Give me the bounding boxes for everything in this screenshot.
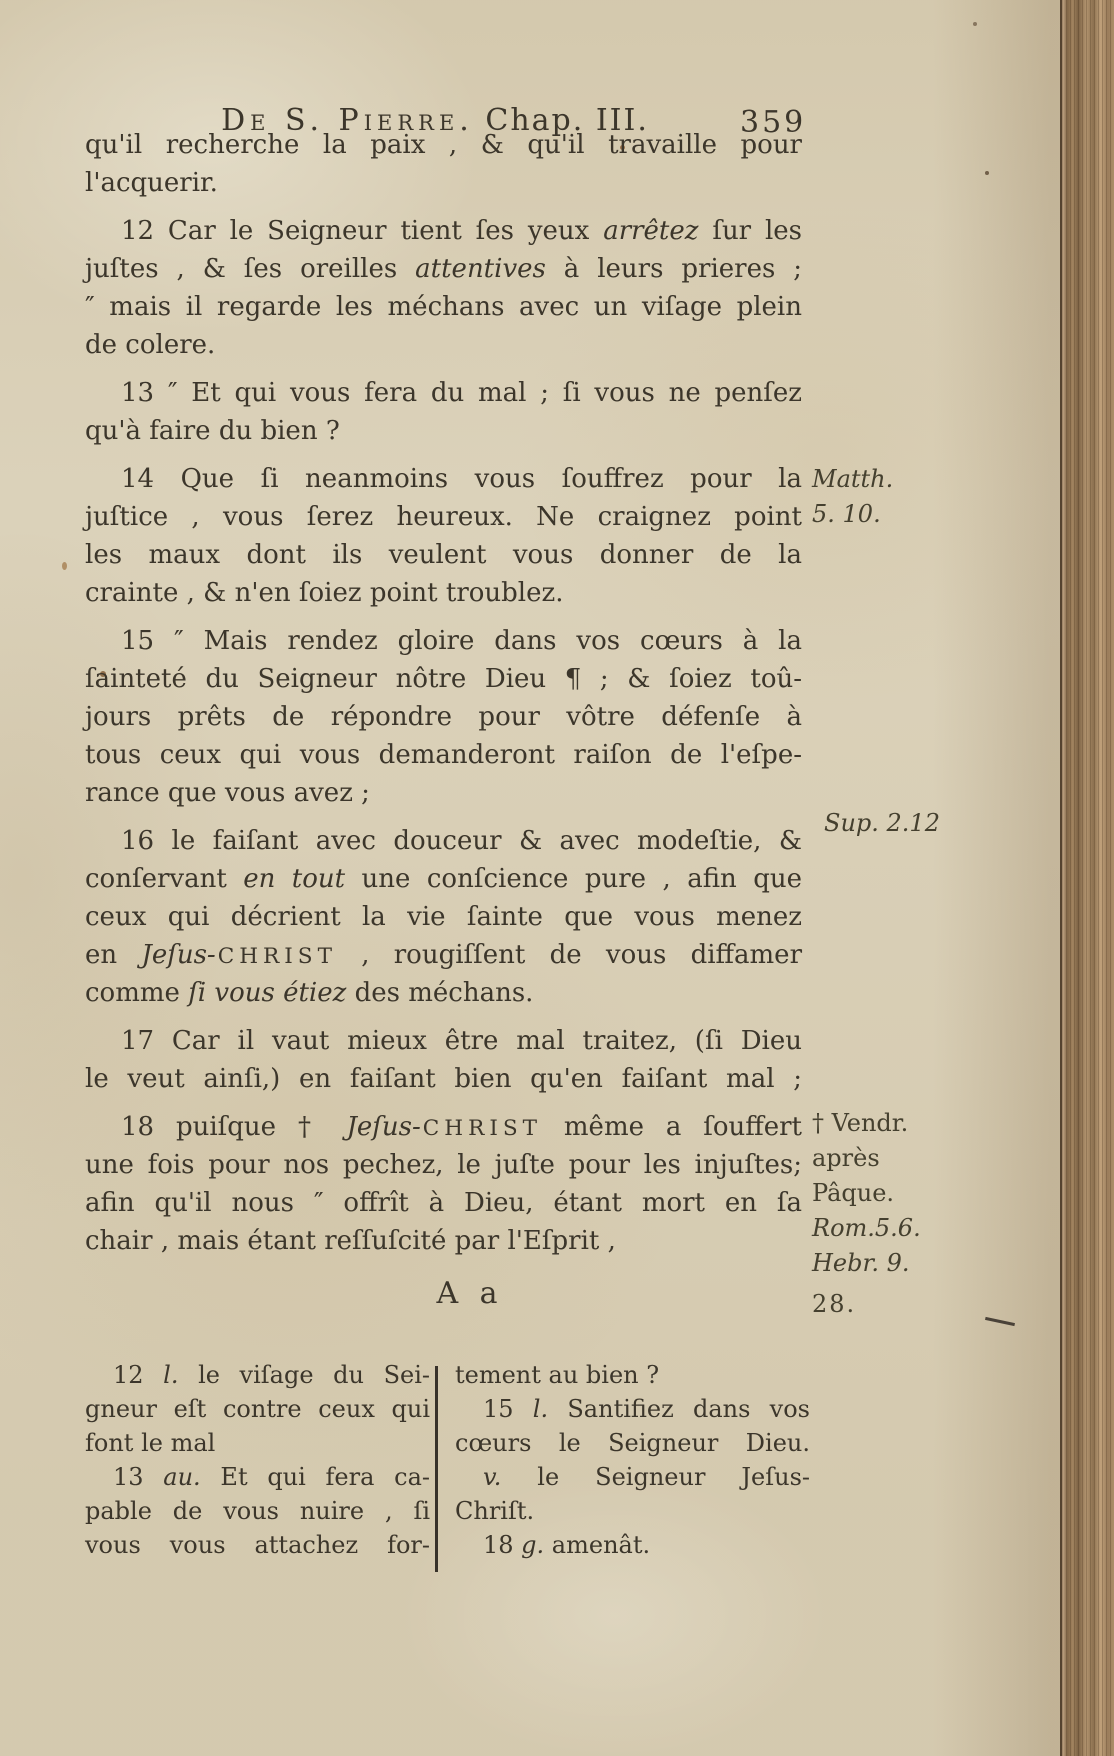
footnote-right-column [455, 1358, 810, 1562]
text-line: chair , mais étant reſſuſcité par l'Eſprit , [85, 1226, 616, 1256]
paper-stain [62, 562, 67, 570]
text-line: comme ſi vous étiez des méchans. [85, 978, 534, 1008]
text-line: vous vous attachez for- [85, 1531, 430, 1559]
margin-note-easter-refs [812, 1106, 1022, 1322]
text-line: 15 ″ Mais rendez gloire dans vos cœurs à la [121, 626, 802, 656]
paper-stain [985, 171, 989, 175]
text-line: font le mal [85, 1429, 216, 1457]
text-line: ceux qui décrient la vie ſainte que vous menez [85, 902, 802, 932]
text-line: crainte , & n'en ſoiez point troublez. [85, 578, 564, 608]
header-book-title: De S. Pierre. [221, 103, 474, 138]
text-line: qu'à faire du bien ? [85, 416, 340, 446]
text-line: 28. [812, 1290, 857, 1318]
text-line: juſtes , & ſes oreilles attentives à leurs prieres ; [85, 254, 802, 284]
page-number: 359 [740, 105, 807, 140]
text-line: 15 l. Santifiez dans vos [483, 1395, 810, 1423]
text-line: 17 Car il vaut mieux être mal traitez, (ſi Dieu [121, 1026, 802, 1056]
text-line: 16 le faiſant avec douceur & avec modeſtie, & [121, 826, 802, 856]
text-line: 13 au. Et qui fera ca- [113, 1463, 431, 1491]
signature-mark: A a [436, 1276, 504, 1311]
text-line: Matth. [812, 465, 894, 493]
text-line: l'acquerir. [85, 168, 218, 198]
book-fore-edge [1060, 0, 1114, 1756]
text-line: pable de vous nuire , ſi [85, 1497, 430, 1525]
text-line: 14 Que ſi neanmoins vous ſouffrez pour la [121, 464, 802, 494]
margin-note-sup [824, 806, 1034, 841]
text-line: jours prêts de répondre pour vôtre défenſe à [85, 702, 802, 732]
text-line: les maux dont ils veulent vous donner de la [85, 540, 802, 570]
paper-stain [973, 22, 977, 26]
text-line: 13 ″ Et qui vous fera du mal ; ſi vous ne penſez [121, 378, 802, 408]
text-line: ſainteté du Seigneur nôtre Dieu ¶ ; & ſoiez toû- [85, 664, 802, 694]
text-line: 18 puiſque † Jeſus-CHRIST même a ſouffert [121, 1112, 802, 1142]
text-line: 12 l. le viſage du Sei- [113, 1361, 431, 1389]
text-line: après [812, 1144, 880, 1172]
main-text-column [85, 126, 802, 1260]
text-line: juſtice , vous ſerez heureux. Ne craignez point [85, 502, 802, 532]
footnote-left-column [85, 1358, 430, 1562]
margin-note-matthew [812, 462, 1022, 532]
text-line: cœurs le Seigneur Dieu. [455, 1429, 810, 1457]
text-line: 12 Car le Seigneur tient ſes yeux arrêtez ſur les [121, 216, 803, 246]
text-line: une fois pour nos pechez, le juſte pour les injuſtes; [85, 1150, 802, 1180]
text-line: Pâque. [812, 1179, 895, 1207]
text-line: de colere. [85, 330, 216, 360]
text-line: Chriſt. [455, 1497, 535, 1525]
text-line: tement au bien ? [455, 1361, 660, 1389]
text-line: rance que vous avez ; [85, 778, 370, 808]
text-line: afin qu'il nous ″ offrît à Dieu, étant mort en ſa [85, 1188, 802, 1218]
text-line: le veut ainſi,) en faiſant bien qu'en faiſant mal ; [85, 1064, 802, 1094]
text-line: gneur eſt contre ceux qui [85, 1395, 430, 1423]
text-line: qu'il recherche la paix , & qu'il travaille pour [85, 130, 802, 160]
header-chapter: Chap. III. [485, 103, 649, 138]
text-line: Rom.5.6. [812, 1214, 921, 1242]
text-line: 18 g. amenât. [483, 1531, 651, 1559]
text-line: † Vendr. [812, 1109, 909, 1137]
text-line: conſervant en tout une conſcience pure , afin que [85, 864, 803, 894]
text-line: v. le Seigneur Jeſus- [483, 1463, 810, 1491]
text-line: 5. 10. [812, 500, 881, 528]
text-line: en Jeſus-CHRIST , rougiſſent de vous diffamer [85, 940, 802, 970]
text-line: Hebr. 9. [812, 1249, 910, 1277]
text-line: tous ceux qui vous demanderont raiſon de l'eſpe- [85, 740, 802, 770]
footnote-divider-rule [435, 1366, 438, 1572]
text-line: ″ mais il regarde les méchans avec un viſage plein [85, 292, 802, 322]
text-line: Sup. 2.12 [824, 809, 940, 837]
